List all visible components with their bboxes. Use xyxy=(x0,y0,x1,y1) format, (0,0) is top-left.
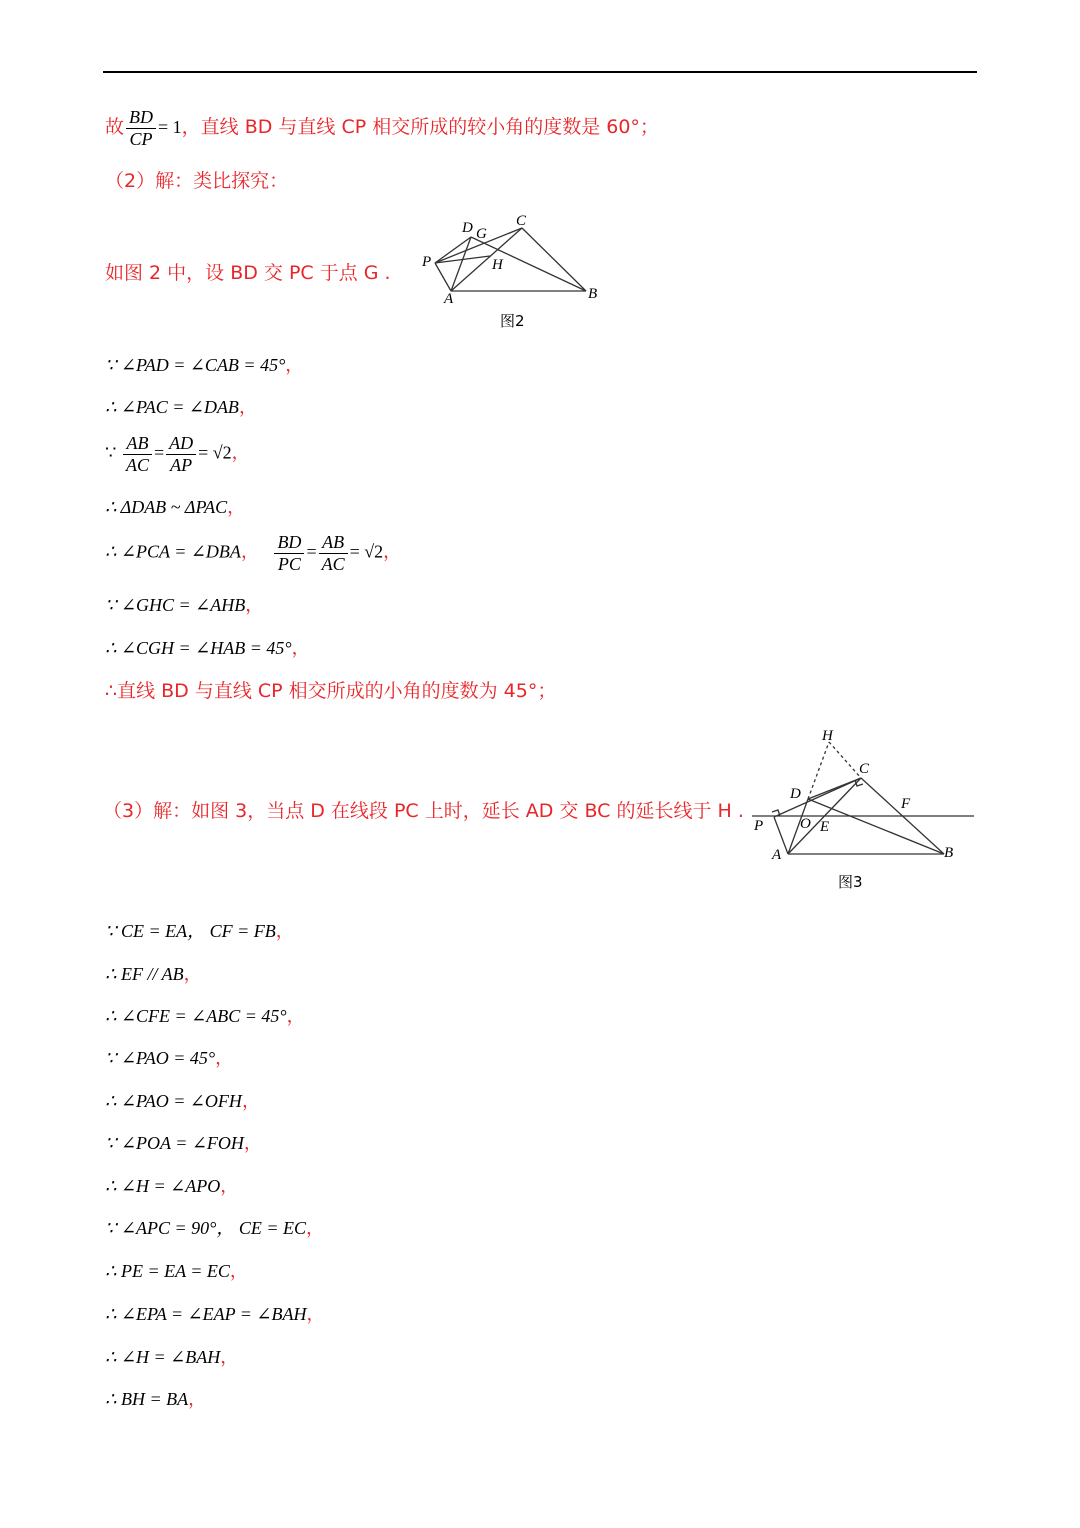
label-c: C xyxy=(859,761,870,777)
part2-intro: 如图 2 中，设 BD 交 PC 于点 G . xyxy=(105,262,391,284)
p2-step-3: ∵ $\frac{AB}{AC}$ = $\frac{AD}{AP}$ = √2， xyxy=(105,433,250,475)
seg-hc xyxy=(829,742,861,778)
fraction-bd-pc: $\frac{BD}{PC}$ xyxy=(274,532,304,575)
p3-step-2: ∴ EF // AB， xyxy=(105,964,202,984)
figure-3-caption: 图3 xyxy=(838,873,863,891)
label-a: A xyxy=(444,291,454,307)
p3-step-3: ∴ ∠CFE = ∠ABC = 45°， xyxy=(105,1006,305,1026)
label-d: D xyxy=(462,220,473,236)
label-e: E xyxy=(820,819,830,835)
part2-heading: （2）解：类比探究： xyxy=(105,170,289,192)
p3-step-7: ∴ ∠H = ∠APO， xyxy=(105,1176,239,1196)
header-rule xyxy=(103,71,977,73)
part1-conclusion: 故 $\frac{BD}{CP}$ = 1，直线 BD 与直线 CP 相交所成的较小角的度数是 60°； xyxy=(105,107,659,149)
label-p: P xyxy=(754,818,764,834)
part2-conclusion: ∴直线 BD 与直线 CP 相交所成的小角的度数为 45°； xyxy=(105,680,557,702)
p2-step-2: ∴ ∠PAC = ∠DAB， xyxy=(105,397,257,417)
p3-step-8: ∵ ∠APC = 90°， CE = EC， xyxy=(105,1218,325,1238)
p3-step-12: ∴ BH = BA， xyxy=(105,1389,207,1409)
p2-step-1: ∵ ∠PAD = ∠CAB = 45°， xyxy=(105,355,304,375)
seg-cb xyxy=(522,228,586,291)
p3-step-6: ∵ ∠POA = ∠FOH， xyxy=(105,1133,262,1153)
label-c: C xyxy=(516,213,527,229)
label-p: P xyxy=(422,254,432,270)
label-h: H xyxy=(822,728,833,744)
p2-step-7: ∴ ∠CGH = ∠HAB = 45°， xyxy=(105,638,310,658)
p3-step-11: ∴ ∠H = ∠BAH， xyxy=(105,1347,239,1367)
figure-2-caption: 图2 xyxy=(500,312,525,330)
label-a: A xyxy=(772,847,782,863)
figure-3 xyxy=(748,722,978,898)
fraction-bd-cp: $\frac{BD}{CP}$ xyxy=(126,107,156,150)
part3-intro: （3）解：如图 3，当点 D 在线段 PC 上时，延长 AD 交 BC 的延长线于 H . xyxy=(103,800,744,822)
p2-step-5: ∴ ∠PCA = ∠DBA， $\frac{BD}{PC}$ = $\frac{AB}{AC}$ = √2， xyxy=(105,532,402,574)
fraction-ab-ac-2: $\frac{AB}{AC}$ xyxy=(319,532,348,575)
figure-2 xyxy=(418,210,608,339)
seg-db xyxy=(471,237,586,291)
label-o: O xyxy=(800,816,811,832)
p3-step-1: ∵ CE = EA， CF = FB， xyxy=(105,921,294,941)
seg-ap xyxy=(435,263,451,291)
p2-step-4: ∴ ΔDAB ~ ΔPAC， xyxy=(105,497,246,517)
label-b: B xyxy=(588,286,598,302)
p3-step-9: ∴ PE = EA = EC， xyxy=(105,1261,248,1281)
label-f: F xyxy=(901,796,911,812)
fraction-ad-ap: $\frac{AD}{AP}$ xyxy=(166,433,196,476)
fraction-ab-ac: $\frac{AB}{AC}$ xyxy=(123,433,152,476)
p3-step-5: ∴ ∠PAO = ∠OFH， xyxy=(105,1091,260,1111)
label-d: D xyxy=(790,786,801,802)
label-h: H xyxy=(492,257,503,273)
label-b: B xyxy=(944,845,954,861)
seg-dh xyxy=(808,742,829,799)
p3-step-10: ∴ ∠EPA = ∠EAP = ∠BAH， xyxy=(105,1304,325,1324)
seg-dc xyxy=(808,778,861,799)
p3-step-4: ∵ ∠PAO = 45°， xyxy=(105,1048,234,1068)
p2-step-6: ∵ ∠GHC = ∠AHB， xyxy=(105,595,264,615)
label-g: G xyxy=(476,226,487,242)
